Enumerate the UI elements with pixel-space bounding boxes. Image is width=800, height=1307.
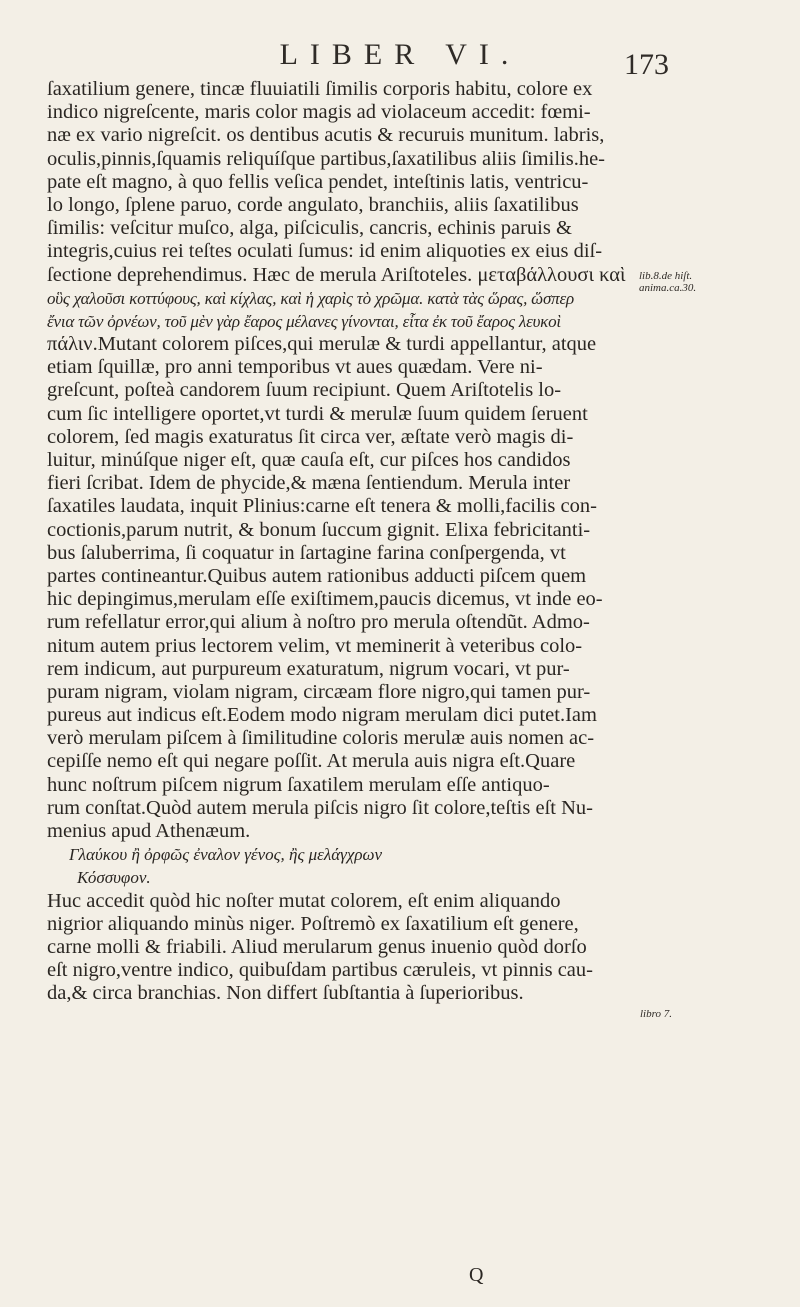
greek-verse-quote [47, 843, 637, 889]
greek-quote-line: οὓς χαλοῦσι κοττύφους, καὶ κίχλας, καὶ ἡ χαρὶς τὸ χρῶμα. κατὰ τὰς ὥρας, ὥσπερ [47, 288, 574, 308]
text-line: fieri ſcribat. Idem de phycide,& mæna ſentiendum. Merula inter [47, 472, 571, 495]
text-line: menius apud Athenæum. [47, 820, 251, 842]
page-number: 173 [624, 48, 669, 81]
greek-quote-line: ἔνια τῶν ὀρνέων, τοῦ μὲν γὰρ ἔαρος μέλανες γίνονται, εἶτα ἐκ τοῦ ἔαρος λευκοὶ [47, 311, 561, 331]
text-line: puram nigram, violam nigram, circæam flore nigro,qui tamen pur- [47, 680, 591, 703]
text-line: pate eſt magno, à quo fellis veſica pendet, inteſtinis latis, ventricu- [47, 170, 589, 193]
text-line: colorem, ſed magis exaturatus ſit circa ver, æſtate verò magis di- [47, 425, 574, 448]
text-line: rum conſtat.Quòd autem merula piſcis nigro ſit colore,teſtis eſt Nu- [47, 796, 593, 819]
text-line: luitur, minúſque niger eſt, quæ cauſa eſt, cur piſces hos candidos [47, 449, 571, 471]
catchword: Q [469, 1264, 484, 1286]
verse-line: Κόσσυφον. [77, 868, 151, 888]
text-line: integris,cuius rei teſtes oculati ſumus: id enim aliquoties ex eius diſ- [47, 240, 603, 263]
text-line: carne molli & friabili. Aliud merularum genus inuenio quòd dorſo [47, 935, 587, 958]
text-line: hic depingimus,merulam eſſe exiſtimem,paucis dicemus, vt inde eo- [47, 588, 603, 611]
text-line: ſimilis: veſcitur muſco, alga, piſciculis, cancris, echinis paruis & [47, 217, 572, 240]
verse-line: Γλαύκου ἢ ὀρφῶς ἐναλον γένος, ἢς μελάγχρων [69, 845, 383, 865]
main-text-column [47, 78, 637, 1006]
text-line: oculis,pinnis,ſquamis reliquíſque partibus,ſaxatilibus aliis ſimilis.he- [47, 147, 605, 170]
text-line: πάλιν.Mutant colorem piſces,qui merulæ & turdi appellantur, atque [47, 333, 597, 356]
text-line: bus ſaluberrima, ſi coquatur in ſartagine farina conſpergenda, vt [47, 541, 566, 564]
text-line: coctionis,parum nutrit, & bonum ſuccum gignit. Elixa febricitanti- [47, 518, 591, 541]
text-line: nitum autem prius lectorem velim, vt meminerit à veteribus colo- [47, 634, 583, 657]
text-line: ſaxatiles laudata, inquit Plinius:carne eſt tenera & molli,facilis con- [47, 495, 597, 518]
margin-note-line: anima.ca.30. [639, 282, 697, 294]
margin-note-aristotle [639, 270, 696, 294]
margin-note-numenius: libro 7. [640, 1008, 672, 1020]
text-line: greſcunt, poſteà candorem ſuum recipiunt. Quem Ariſtotelis lo- [47, 379, 562, 402]
text-line: nigrior aliquando minùs niger. Poſtremò ex ſaxatilium eſt genere, [47, 912, 579, 935]
text-line: lo longo, ſplene paruo, corde angulato, branchiis, aliis ſaxatilibus [47, 193, 579, 216]
margin-note-line: lib.8.de hiſt. [639, 270, 693, 282]
text-line: verò merulam piſcem à ſimilitudine coloris merulæ auis nomen ac- [47, 727, 595, 750]
text-line: cepiſſe nemo eſt qui negare poſſit. At merula auis nigra eſt.Quare [47, 750, 576, 773]
text-line: ſectione deprehendimus. Hæc de merula Ariſtoteles. μεταβάλλουσι καὶ [47, 263, 626, 286]
text-line: ſaxatilium genere, tincæ fluuiatili ſimilis corporis habitu, colore ex [47, 78, 593, 100]
text-line: pureus aut indicus eſt.Eodem modo nigram merulam dici putet.Iam [47, 704, 597, 727]
text-line: Huc accedit quòd hic noſter mutat colorem, eſt enim aliquando [47, 889, 561, 912]
running-head: LIBER VI. [279, 38, 521, 71]
text-line: hunc noſtrum piſcem nigrum ſaxatilem merulam eſſe antiquo- [47, 773, 550, 796]
text-line: indico nigreſcente, maris color magis ad violaceum accedit: fœmi- [47, 101, 591, 124]
text-line: etiam ſquillæ, pro anni temporibus vt aues quædam. Vere ni- [47, 356, 543, 379]
text-line: rem indicum, aut purpureum exaturatum, nigrum vocari, vt pur- [47, 657, 570, 680]
text-line: næ ex vario nigreſcit. os dentibus acutis & recuruis munitum. labris, [47, 124, 605, 147]
text-line: da,& circa branchias. Non differt ſubſtantia à ſuperioribus. [47, 982, 524, 1005]
text-line: rum refellatur error,qui alium à noſtro pro merula oſtendũt. Admo- [47, 611, 590, 634]
text-line: partes contineantur.Quibus autem rationibus adducti piſcem quem [47, 564, 587, 587]
text-line: cum ſic intelligere oportet,vt turdi & merulæ ſuum quidem ſeruent [47, 402, 588, 425]
text-line: eſt nigro,ventre indico, quibuſdam partibus cæruleis, vt pinnis cau- [47, 959, 593, 982]
